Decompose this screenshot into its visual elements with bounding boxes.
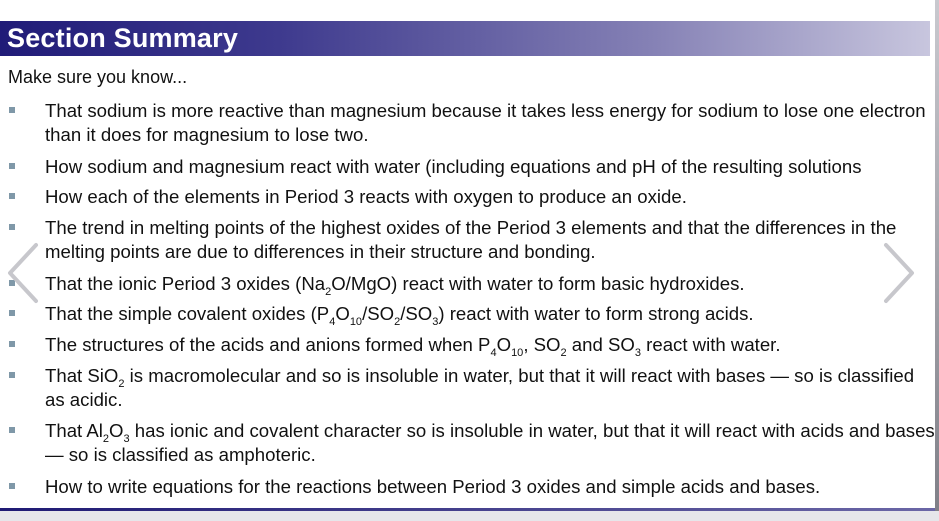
intro-text: Make sure you know... bbox=[8, 67, 188, 87]
chevron-left-icon bbox=[4, 241, 40, 305]
item-text: How to write equations for the reactions between Period 3 oxides and simple acids and bases. bbox=[45, 476, 821, 497]
list-item bbox=[45, 185, 937, 209]
item-text: The structures of the acids and anions formed when $P_4O_{10}$, $SO_2$ and $SO_3$ react with water. bbox=[45, 334, 781, 359]
list-item bbox=[45, 216, 937, 264]
item-text: That $Al_2O_3$ has ionic and covalent character so is insoluble in water, but that it will react with acids and bases — so is classified as amphoteric. bbox=[45, 420, 935, 465]
item-text: That sodium is more reactive than magnesium because it takes less energy for sodium to lose one electron than it does for magnesium to lose two. bbox=[45, 100, 926, 145]
item-text: That the ionic Period 3 oxides $(Na_2O/MgO)$ react with water to form basic hydroxides. bbox=[45, 273, 745, 298]
bullet-icon bbox=[9, 483, 15, 489]
list-item bbox=[45, 272, 937, 296]
list-item bbox=[45, 364, 937, 412]
section-title: Section Summary bbox=[7, 23, 239, 53]
list-item bbox=[45, 333, 937, 357]
chevron-right-icon bbox=[882, 241, 918, 305]
list-item bbox=[45, 99, 937, 147]
bullet-icon bbox=[9, 310, 15, 316]
bullet-icon bbox=[9, 372, 15, 378]
section-header bbox=[0, 21, 930, 56]
list-item bbox=[45, 419, 937, 467]
list-item bbox=[45, 475, 937, 499]
list-item bbox=[45, 302, 937, 326]
list-item bbox=[45, 155, 937, 179]
item-text: That the simple covalent oxides $(P_4O_{10}/SO_2/SO_3)$ react with water to form strong acids. bbox=[45, 303, 754, 328]
previous-page-button[interactable] bbox=[4, 241, 40, 305]
bullet-icon bbox=[9, 427, 15, 433]
item-text: The trend in melting points of the highest oxides of the Period 3 elements and that the differences in the melting points are due to differences in their structure and bonding. bbox=[45, 217, 897, 262]
bullet-icon bbox=[9, 341, 15, 347]
bullet-icon bbox=[9, 224, 15, 230]
item-text: That SiO$_2$ is macromolecular and so is insoluble in water, but that it will react with bases — so is classified as acidic. bbox=[45, 365, 915, 410]
next-page-button[interactable] bbox=[882, 241, 918, 305]
item-text: How sodium and magnesium react with water (including equations and pH of the resulting solutions bbox=[45, 156, 862, 177]
bullet-icon bbox=[9, 163, 15, 169]
bullet-icon bbox=[9, 193, 15, 199]
bottom-shade bbox=[0, 511, 939, 521]
item-text: How each of the elements in Period 3 reacts with oxygen to produce an oxide. bbox=[45, 186, 687, 207]
bullet-icon bbox=[9, 107, 15, 113]
